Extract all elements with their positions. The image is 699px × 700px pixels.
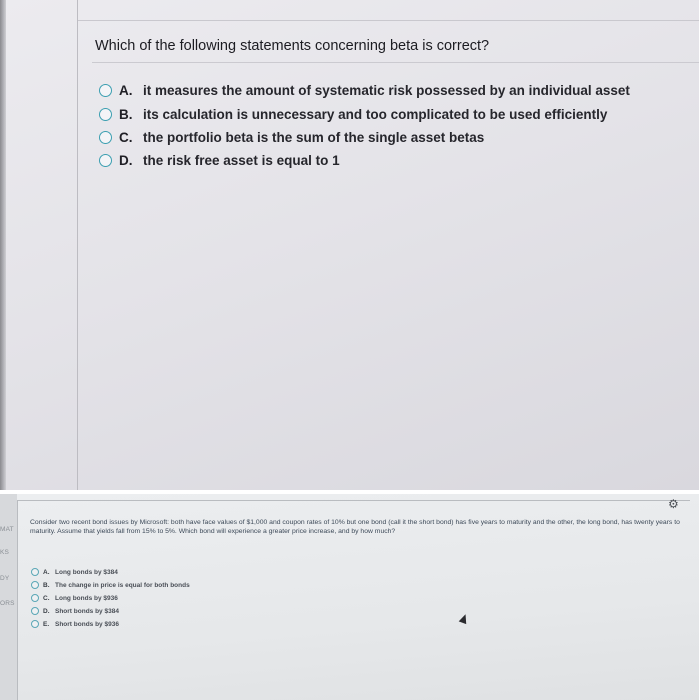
question-prompt: Consider two recent bond issues by Microsoft: both have face values of $1,000 and coupon rates of 10% but one bond (call it the short bond) has five years to maturity and the other, the long bond, has twenty years to maturity. Assume that yields fall from 15% to 5%. Which bond will experience a greater price increase, and by how much? [30,519,680,536]
option-letter: D. [43,607,50,615]
option-letter: E. [43,620,50,628]
option-d[interactable] [99,150,340,170]
option-text: the risk free asset is equal to 1 [143,152,340,168]
radio-button[interactable] [31,594,39,602]
option-a[interactable] [31,567,118,577]
panel-border [77,0,78,490]
option-letter: B. [119,106,133,122]
option-text: the portfolio beta is the sum of the single asset betas [143,129,485,145]
radio-button[interactable] [99,108,112,121]
option-letter: C. [43,594,50,602]
option-text: its calculation is unnecessary and too complicated to be used efficiently [143,106,608,122]
question-title: Which of the following statements concerning beta is correct? [95,38,490,54]
radio-button[interactable] [99,154,112,167]
option-b[interactable] [99,104,607,124]
option-d[interactable] [31,606,119,616]
option-text: Long bonds by $936 [55,594,118,602]
gear-icon[interactable]: ⚙ [668,497,679,511]
radio-button[interactable] [31,607,39,615]
option-letter: A. [119,82,133,98]
screen-edge [0,0,6,490]
radio-button[interactable] [31,581,39,589]
option-text: it measures the amount of systematic risk possessed by an individual asset [143,82,630,98]
option-text: Short bonds by $936 [55,620,119,628]
radio-button[interactable] [99,131,112,144]
option-letter: D. [119,152,133,168]
radio-button[interactable] [31,568,39,576]
option-text: Long bonds by $384 [55,568,118,576]
question-divider [92,62,699,63]
option-text: The change in price is equal for both bonds [55,581,190,589]
sidebar-label: DY [0,575,10,582]
option-letter: C. [119,129,133,145]
panel-top-border [78,20,699,21]
radio-button[interactable] [99,84,112,97]
option-a[interactable] [99,80,630,100]
option-e[interactable] [31,619,119,629]
sidebar-label: KS [0,549,10,556]
option-letter: A. [43,568,50,576]
sidebar [0,494,17,700]
option-c[interactable] [99,127,484,147]
radio-button[interactable] [31,620,39,628]
sidebar-label: ORS [0,600,15,607]
option-text: Short bonds by $384 [55,607,119,615]
sidebar-label: MAT [0,526,14,533]
option-letter: B. [43,581,50,589]
option-c[interactable] [31,593,118,603]
option-b[interactable] [31,580,190,590]
